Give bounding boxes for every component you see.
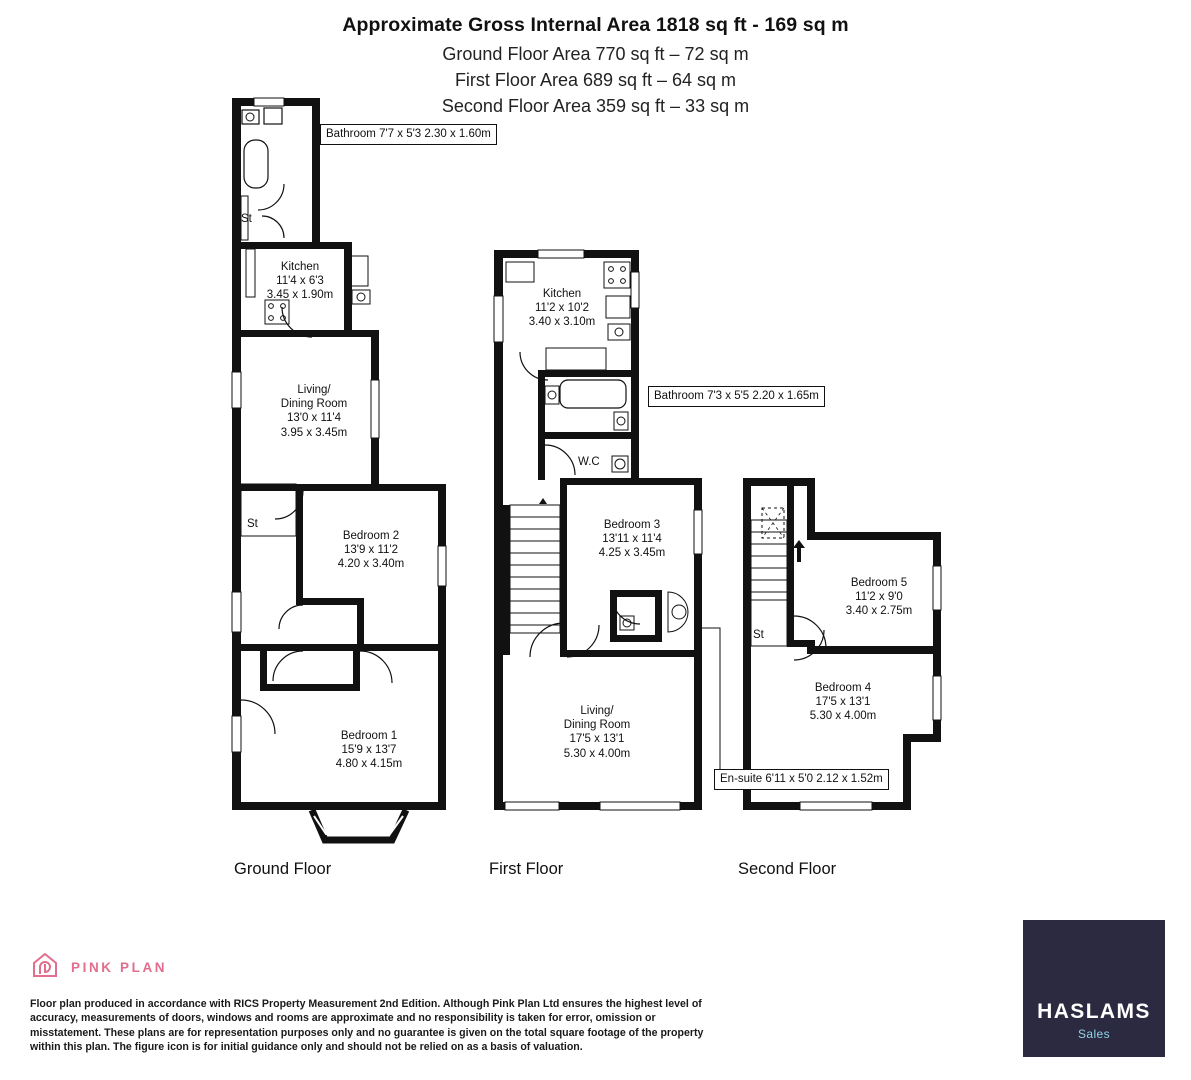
room-label-bedroom-3 [599, 518, 665, 561]
room-name-2: Dining Room [280, 398, 348, 411]
disclaimer-text: Floor plan produced in accordance with RICS Property Measurement 2nd Edition. Although Pink Plan Ltd ensures the highest level of accuracy, measurements of doors, windows and rooms are approximate and no responsibility is taken for error, omission or misstatement. These plans are for representation purposes only and no guarantee is given on the total square footage of the property within this plan. The figure icon is for initial guidance only and should not be relied on as a basis of valuation. [30, 998, 704, 1054]
room-dimensions-metric: 3.45 x 1.90m [266, 289, 334, 302]
room-label-ground-st-lower: St [247, 518, 258, 530]
room-dimensions-metric: 3.40 x 2.75m [845, 605, 913, 618]
room-label-bedroom-5 [846, 576, 912, 619]
second-floor-area: Second Floor Area 359 sq ft – 33 sq m [441, 96, 750, 116]
room-name: Bedroom 3 [603, 519, 661, 531]
second-floor-plan [743, 478, 941, 810]
room-label-ground-kitchen [267, 260, 333, 303]
room-dimensions-metric: 3.95 x 3.45m [280, 426, 348, 439]
room-dimensions-imperial: 17'5 x 13'1 [569, 733, 625, 746]
room-dimensions-metric: 5.30 x 4.00m [563, 747, 631, 760]
pink-plan-house-icon [30, 950, 60, 985]
room-dimensions-imperial: 13'0 x 11'4 [286, 412, 342, 425]
room-label-bedroom-1 [336, 729, 402, 772]
first-floor-area: First Floor Area 689 sq ft – 64 sq m [454, 70, 737, 90]
agent-logo [1023, 920, 1165, 1057]
room-dimensions-imperial: 11'2 x 9'0 [855, 591, 903, 604]
room-dimensions-imperial: 13'11 x 11'4 [602, 533, 662, 546]
room-name: Living/ [297, 384, 331, 396]
room-dimensions-imperial: 11'2 x 10'2 [534, 302, 590, 315]
room-dimensions-metric: 5.30 x 4.00m [809, 710, 877, 723]
room-label-first-bathroom [648, 386, 825, 407]
room-dimensions-metric: 4.80 x 4.15m [335, 758, 403, 771]
room-dimensions-metric: 2.30 x 1.60m [424, 128, 491, 140]
page-title: Approximate Gross Internal Area 1818 sq ft - 169 sq m [342, 14, 849, 36]
room-dimensions-imperial: 17'5 x 13'1 [815, 696, 871, 709]
room-label-ground-living-dining [281, 383, 347, 440]
room-dimensions-metric: 2.20 x 1.65m [752, 390, 819, 402]
room-dimensions-imperial: 13'9 x 11'2 [343, 544, 399, 557]
caption-ground-floor: Ground Floor [234, 860, 332, 878]
room-name: Kitchen [280, 261, 320, 273]
room-label-second-st: St [753, 629, 764, 641]
room-dimensions-imperial: 7'7 x 5'3 [379, 128, 422, 140]
caption-first-floor: First Floor [489, 860, 564, 878]
caption-second-floor: Second Floor [738, 860, 837, 878]
room-label-first-living-dining [564, 704, 630, 761]
room-label-ground-bathroom [320, 124, 497, 145]
room-dimensions-metric: 3.40 x 3.10m [528, 316, 596, 329]
room-name: Living/ [580, 705, 614, 717]
room-label-en-suite [714, 769, 889, 790]
room-name: Bathroom [654, 390, 704, 402]
room-name: Kitchen [542, 288, 582, 300]
room-label-first-kitchen [529, 287, 595, 330]
ground-floor-area: Ground Floor Area 770 sq ft – 72 sq m [442, 44, 749, 64]
room-name: Bedroom 2 [342, 530, 400, 542]
room-dimensions-imperial: 7'3 x 5'5 [707, 390, 750, 402]
room-name: Bedroom 5 [850, 577, 908, 589]
room-name: Bathroom [326, 128, 376, 140]
room-dimensions-metric: 4.20 x 3.40m [337, 558, 405, 571]
room-label-ground-st-upper: St [241, 213, 252, 225]
room-dimensions-imperial: 11'4 x 6'3 [276, 275, 324, 288]
room-name: Bedroom 1 [340, 730, 398, 742]
room-name-2: Dining Room [563, 719, 631, 732]
room-dimensions-metric: 4.25 x 3.45m [598, 547, 666, 560]
room-dimensions-metric: 2.12 x 1.52m [816, 773, 883, 785]
room-dimensions-imperial: 6'11 x 5'0 [765, 773, 814, 785]
agent-subtitle: Sales [1077, 1027, 1111, 1041]
room-label-first-wc: W.C [578, 456, 600, 468]
room-label-bedroom-4 [810, 681, 876, 724]
agent-name: HASLAMS [1037, 1000, 1151, 1023]
room-dimensions-imperial: 15'9 x 13'7 [341, 744, 397, 757]
brand-wordmark: PINK PLAN [71, 960, 168, 975]
room-label-bedroom-2 [338, 529, 404, 572]
room-name: Bedroom 4 [814, 682, 872, 694]
brand [30, 950, 167, 985]
room-name: En-suite [720, 773, 763, 785]
